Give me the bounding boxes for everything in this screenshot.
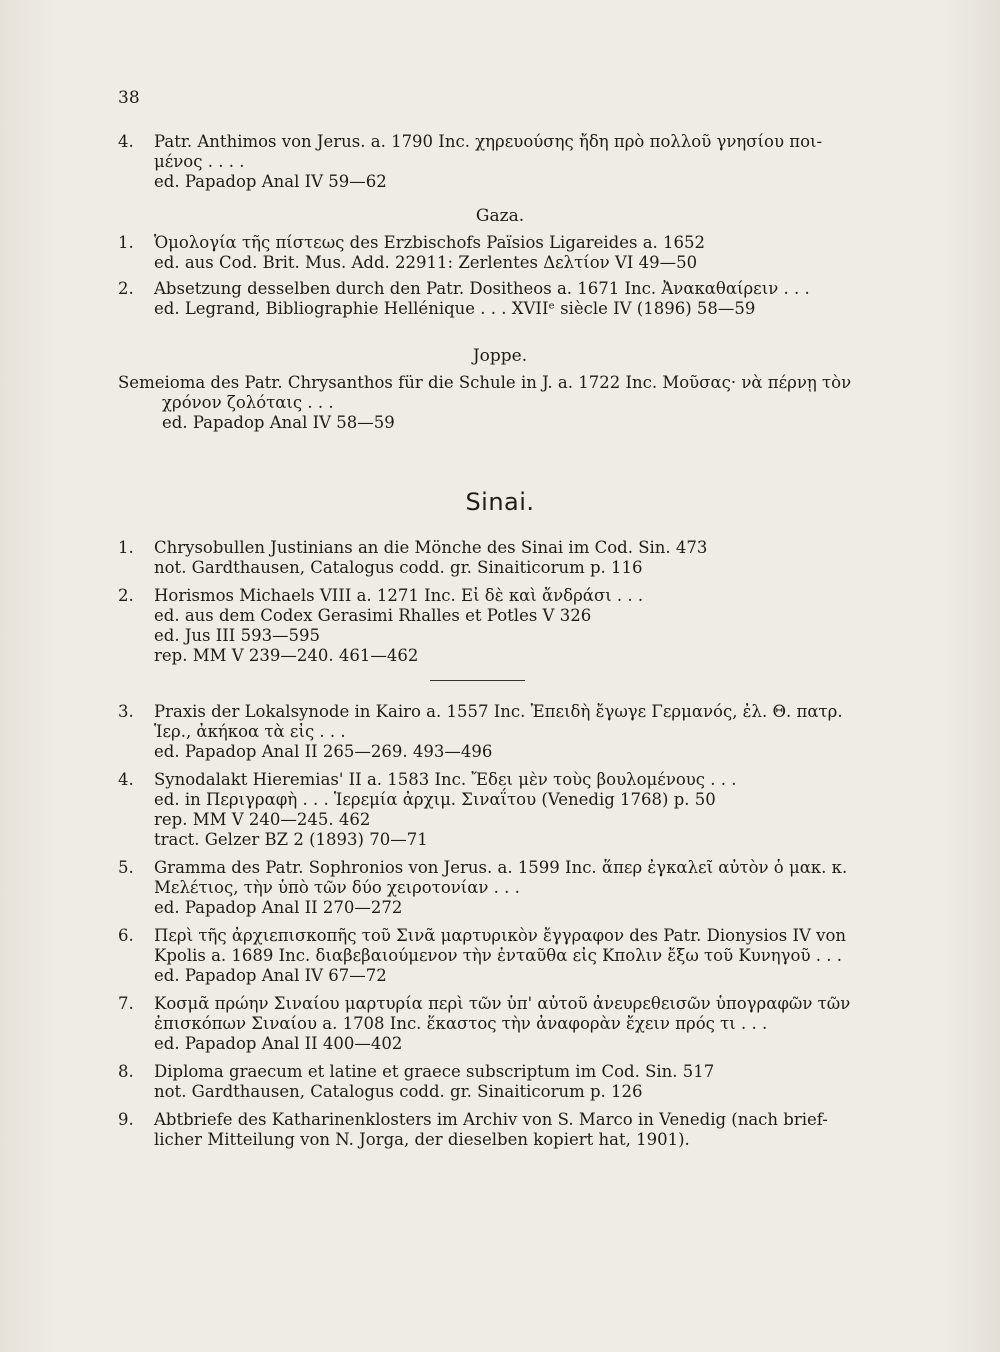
list-item [118, 586, 908, 666]
entry-line: Diploma graecum et latine et graece subscriptum im Cod. Sin. 517 [154, 1062, 715, 1081]
entry-number: 1. [118, 538, 134, 557]
entry-line: Abtbriefe des Katharinenklosters im Archiv von S. Marco in Venedig (nach brief- [154, 1110, 828, 1129]
entry-line: ἐπισκόπων Σιναίου a. 1708 Inc. ἕκαστος τὴν ἀναφορὰν ἔχειν πρός τι . . . [154, 1014, 768, 1033]
entry-line: ed. Papadop Anal IV 59—62 [154, 172, 387, 191]
list-item [118, 770, 908, 850]
entry-number: 4. [118, 770, 134, 789]
entry-number: 9. [118, 1110, 134, 1129]
list-item [118, 279, 908, 319]
entry-line: ed. Papadop Anal II 400—402 [154, 1034, 403, 1053]
entry-line: ed. Papadop Anal IV 58—59 [162, 413, 395, 432]
entry-line: Μελέτιος, τὴν ὑπὸ τῶν δύο χειροτονίαν . . . [154, 878, 520, 897]
entry-line: Ἱερ., ἀκήκοα τὰ εἰς . . . [154, 722, 346, 741]
divider [430, 680, 525, 681]
page-number: 38 [118, 88, 140, 108]
entry-line: tract. Gelzer BZ 2 (1893) 70—71 [154, 830, 428, 849]
entry-line: Absetzung desselben durch den Patr. Dositheos a. 1671 Inc. Ἀνακαθαίρειν . . . [154, 279, 810, 298]
list-item [118, 1062, 908, 1102]
entry-line: rep. MM V 240—245. 462 [154, 810, 371, 829]
entry-list-sinai-a [118, 538, 908, 666]
entry-line: Κοσμᾶ πρώην Σιναίου μαρτυρία περὶ τῶν ὑπ' αὐτοῦ ἀνευρεθεισῶν ὑπογραφῶν τῶν [154, 994, 851, 1013]
entry-line: Horismos Michaels VIII a. 1271 Inc. Εἰ δὲ καὶ ἄνδράσι . . . [154, 586, 644, 605]
entry-line: Ὁμολογία τῆς πίστεως des Erzbischofs Païsios Ligareides a. 1652 [154, 233, 706, 252]
entry-line: not. Gardthausen, Catalogus codd. gr. Sinaiticorum p. 126 [154, 1082, 643, 1101]
list-item [118, 132, 908, 192]
entry-line: Chrysobullen Justinians an die Mönche des Sinai im Cod. Sin. 473 [154, 538, 708, 557]
entry-number: 6. [118, 926, 134, 945]
entry-number: 2. [118, 586, 134, 605]
entry-list-gaza [118, 233, 908, 319]
list-item [118, 233, 908, 273]
entry-number: 2. [118, 279, 134, 298]
entry-list-top [118, 132, 908, 192]
entry-line: Praxis der Lokalsynode in Kairo a. 1557 Inc. Ἐπειδὴ ἔγωγε Γερμανός, ἐλ. Θ. πατρ. [154, 702, 843, 721]
entry-line: χρόνον ζολόταις . . . [162, 393, 334, 412]
list-item [118, 926, 908, 986]
entry-line: Περὶ τῆς ἀρχιεπισκοπῆς τοῦ Σινᾶ μαρτυρικὸν ἔγγραφον des Patr. Dionysios IV von [154, 926, 847, 945]
entry-number: 7. [118, 994, 134, 1013]
entry-line: licher Mitteilung von N. Jorga, der dieselben kopiert hat, 1901). [154, 1130, 690, 1149]
section-heading-joppe: Joppe. [472, 346, 528, 366]
entry-line: ed. Papadop Anal IV 67—72 [154, 966, 387, 985]
entry-line: Gramma des Patr. Sophronios von Jerus. a. 1599 Inc. ἅπερ ἐγκαλεῖ αὐτὸν ὁ μακ. κ. [154, 858, 848, 877]
entry-number: 8. [118, 1062, 134, 1081]
entry-line: ed. Papadop Anal II 265—269. 493—496 [154, 742, 493, 761]
entry-number: 4. [118, 132, 134, 151]
list-item [118, 994, 908, 1054]
entry-line: ed. aus Cod. Brit. Mus. Add. 22911: Zerlentes Δελτίον VI 49—50 [154, 253, 698, 272]
entry-line: ed. Legrand, Bibliographie Hellénique . . . XVIIᵉ siècle IV (1896) 58—59 [154, 299, 756, 318]
entry-line: Semeioma des Patr. Chrysanthos für die Schule in J. a. 1722 Inc. Μοῦσας· νὰ πέρνῃ τὸν [118, 373, 852, 392]
entry-line: Synodalakt Hieremias' II a. 1583 Inc. Ἔδει μὲν τοὺς βουλομένους . . . [154, 770, 737, 789]
list-item [118, 858, 908, 918]
entry-number: 5. [118, 858, 134, 877]
entry-line: ed. Jus III 593—595 [154, 626, 321, 645]
entry-line: ed. in Περιγραφὴ . . . Ἱερεμία ἀρχιμ. Σιναΐτου (Venedig 1768) p. 50 [154, 790, 716, 809]
list-item [118, 702, 908, 762]
entry-list-joppe [118, 373, 908, 433]
section-heading-gaza: Gaza. [475, 206, 525, 226]
entry-number: 3. [118, 702, 134, 721]
entry-line: ed. aus dem Codex Gerasimi Rhalles et Potles V 326 [154, 606, 592, 625]
entry-line: ed. Papadop Anal II 270—272 [154, 898, 403, 917]
entry-line: Patr. Anthimos von Jerus. a. 1790 Inc. χηρευούσης ἤδη πρὸ πολλοῦ γνησίου ποι- [154, 132, 823, 151]
entry-line: μένος . . . . [154, 152, 245, 171]
entry-line: not. Gardthausen, Catalogus codd. gr. Sinaiticorum p. 116 [154, 558, 643, 577]
entry-list-sinai-b [118, 702, 908, 1158]
section-heading-sinai: Sinai. [465, 488, 535, 516]
entry-number: 1. [118, 233, 134, 252]
list-item [118, 538, 908, 578]
entry-line: rep. MM V 239—240. 461—462 [154, 646, 419, 665]
list-item [118, 1110, 908, 1150]
entry-line: Kpolis a. 1689 Inc. διαβεβαιούμενον τὴν ἐνταῦθα εἰς Κπολιν ἔξω τοῦ Κυνηγοῦ . . . [154, 946, 842, 965]
